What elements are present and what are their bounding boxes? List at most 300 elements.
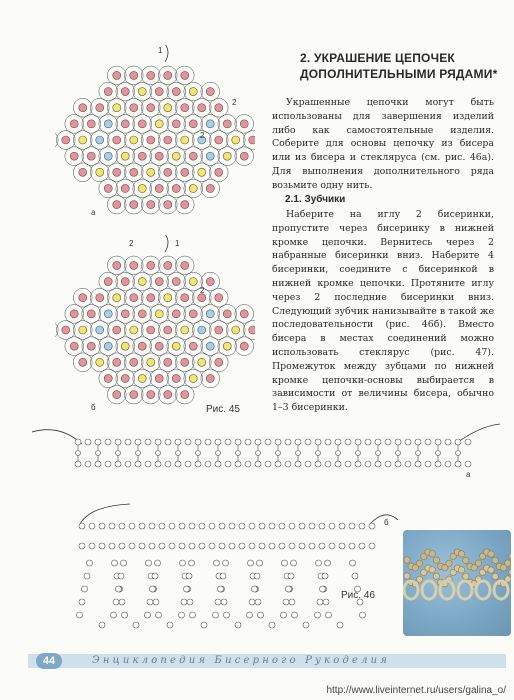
bead: [205, 461, 211, 467]
bead: [181, 71, 189, 79]
bead: [252, 586, 258, 592]
bead: [258, 612, 264, 618]
bead: [316, 451, 321, 456]
bead: [164, 294, 172, 302]
bead: [113, 168, 121, 176]
bead: [295, 461, 301, 467]
bead: [245, 439, 251, 445]
bead: [235, 439, 241, 445]
bead: [115, 461, 121, 467]
bead: [405, 439, 411, 445]
bead: [206, 278, 214, 286]
bead: [299, 523, 305, 529]
bead: [181, 358, 189, 366]
bead: [181, 201, 189, 209]
bead: [164, 104, 172, 112]
thread-marker-2c-b: 2: [200, 286, 205, 295]
bead: [105, 439, 111, 445]
bead: [240, 120, 248, 128]
bead: [349, 543, 355, 549]
bead: [199, 543, 205, 549]
bead: [305, 439, 311, 445]
bead: [369, 523, 375, 529]
bead: [395, 439, 401, 445]
bead: [337, 622, 343, 628]
bead: [181, 261, 189, 269]
fig46-caption: Рис. 46: [341, 590, 375, 601]
bead: [396, 451, 401, 456]
bead: [129, 543, 135, 549]
bead: [87, 342, 95, 350]
figure-45a-diagram: [55, 45, 255, 235]
bead: [269, 523, 275, 529]
bead: [87, 152, 95, 160]
bead: [147, 599, 153, 605]
bead: [99, 543, 105, 549]
bead: [309, 523, 315, 529]
bead: [155, 120, 163, 128]
bead: [138, 184, 146, 192]
bead: [89, 523, 95, 529]
bead: [269, 543, 275, 549]
bead: [189, 560, 195, 566]
bead: [329, 523, 335, 529]
bead: [99, 622, 105, 628]
bead: [352, 573, 358, 579]
bead: [255, 439, 261, 445]
bead: [215, 136, 223, 144]
bead: [249, 523, 255, 529]
bead: [445, 461, 451, 467]
bead: [84, 573, 90, 579]
bead: [145, 439, 151, 445]
bead: [189, 184, 197, 192]
bead: [87, 120, 95, 128]
bead: [209, 523, 215, 529]
bead: [181, 599, 187, 605]
bead: [155, 560, 161, 566]
bead: [147, 294, 155, 302]
bead: [282, 560, 288, 566]
bead: [360, 612, 366, 618]
bead: [113, 201, 121, 209]
bead: [115, 439, 121, 445]
bead: [365, 439, 371, 445]
bead: [296, 451, 301, 456]
fig45-caption: Рис. 45: [206, 404, 240, 415]
bead: [119, 599, 125, 605]
bead: [229, 543, 235, 549]
bead: [165, 439, 171, 445]
bead: [155, 310, 163, 318]
bead: [435, 461, 441, 467]
bead: [121, 374, 129, 382]
bead: [87, 560, 93, 566]
section-title-line1: 2. УКРАШЕНИЕ ЦЕПОЧЕК: [300, 51, 455, 65]
bead: [275, 461, 281, 467]
bead: [190, 612, 196, 618]
figure-46b-fringe: [30, 500, 410, 650]
bead: [159, 523, 165, 529]
bead: [99, 523, 105, 529]
bead: [239, 543, 245, 549]
bead: [184, 586, 190, 592]
bead: [113, 104, 121, 112]
bead: [425, 461, 431, 467]
bead: [70, 342, 78, 350]
bead: [335, 461, 341, 467]
bead: [147, 326, 155, 334]
bead: [180, 560, 186, 566]
bead: [155, 184, 163, 192]
bead: [119, 523, 125, 529]
bead: [185, 461, 191, 467]
fig46a-label: а: [466, 470, 471, 479]
bead: [223, 152, 231, 160]
bead: [229, 523, 235, 529]
bead: [159, 543, 165, 549]
bead: [223, 342, 231, 350]
bead: [79, 294, 87, 302]
bead: [121, 88, 129, 96]
bead: [122, 612, 128, 618]
bead: [75, 439, 81, 445]
bead: [189, 342, 197, 350]
bead: [104, 184, 112, 192]
bead: [265, 461, 271, 467]
bead: [109, 523, 115, 529]
thread-marker-2-b: 2: [129, 239, 134, 248]
bead: [96, 104, 104, 112]
bead: [130, 71, 138, 79]
bead: [455, 461, 461, 467]
bead: [172, 278, 180, 286]
subsection-paragraph: Наберите на иглу 2 бисеринки, пропустите через бисеринку в нижней кромке цепочки. Вернитесь через 2 набранные бисеринки вниз. Наберите 4 бисеринки, соедините с бисеринкой в нижней кромке цепочки. Протяните иглу через 2 последние бисеринки вниз. Следующий зубчик нанизывайте в такой же последовательности (рис. 46б). Вместо бисера в местах соединений можно использовать стеклярус (рис. 47). Промежуток между зубцами по нижней кромке цепочки-основы выбирается в зависимости от величины бисера, обычно 1–3 бисеринки.: [272, 209, 494, 414]
bead: [105, 461, 111, 467]
bead: [326, 612, 332, 618]
bead: [172, 310, 180, 318]
bead: [181, 104, 189, 112]
bead: [136, 451, 141, 456]
bead: [175, 461, 181, 467]
bead: [79, 543, 85, 549]
bead: [155, 374, 163, 382]
bead: [147, 391, 155, 399]
bead: [345, 439, 351, 445]
bead: [147, 201, 155, 209]
bead: [77, 612, 83, 618]
bead: [281, 612, 287, 618]
bead: [121, 120, 129, 128]
bead: [345, 461, 351, 467]
bead: [265, 439, 271, 445]
bead: [130, 326, 138, 334]
thread-marker-2b-a: 2: [200, 131, 205, 140]
bead: [104, 88, 112, 96]
bead: [375, 461, 381, 467]
bead: [111, 612, 117, 618]
bead: [319, 523, 325, 529]
bead: [195, 461, 201, 467]
bead: [249, 326, 255, 334]
bead: [248, 560, 254, 566]
bead: [236, 451, 241, 456]
bead: [206, 342, 214, 350]
bead: [62, 136, 70, 144]
bead: [189, 543, 195, 549]
bead: [215, 439, 221, 445]
bead: [169, 523, 175, 529]
bead: [155, 342, 163, 350]
bead: [172, 120, 180, 128]
bead: [240, 152, 248, 160]
bead: [225, 439, 231, 445]
bead: [130, 261, 138, 269]
bead: [320, 586, 326, 592]
bead: [365, 461, 371, 467]
bead: [255, 599, 261, 605]
thread-marker-2-a: 2: [232, 98, 237, 107]
bead: [189, 310, 197, 318]
bead: [138, 88, 146, 96]
thread-marker-1-a: 1: [158, 46, 163, 55]
bead: [299, 543, 305, 549]
bead: [350, 560, 356, 566]
bead: [279, 523, 285, 529]
bead: [179, 612, 185, 618]
bead: [79, 136, 87, 144]
bead: [196, 451, 201, 456]
figure-46a-chain: [30, 420, 510, 500]
chain-a: [30, 420, 510, 500]
bead: [113, 391, 121, 399]
bead: [79, 326, 87, 334]
bead: [189, 374, 197, 382]
bead: [255, 461, 261, 467]
bead: [121, 184, 129, 192]
bead: [155, 461, 161, 467]
bead: [70, 120, 78, 128]
bead: [172, 88, 180, 96]
bead: [339, 523, 345, 529]
bead: [116, 451, 121, 456]
bead: [218, 586, 224, 592]
bead: [214, 560, 220, 566]
photo-beads: [403, 530, 511, 636]
bead: [113, 358, 121, 366]
bead: [125, 439, 131, 445]
bead: [415, 439, 421, 445]
bead: [303, 622, 309, 628]
bead: [156, 451, 161, 456]
bead: [155, 439, 161, 445]
bead: [385, 461, 391, 467]
bead: [235, 461, 241, 467]
bead: [172, 342, 180, 350]
bead: [147, 358, 155, 366]
bead: [286, 586, 292, 592]
bead: [149, 543, 155, 549]
fig45b-label: б: [91, 403, 96, 412]
bead: [130, 104, 138, 112]
bead: [232, 326, 240, 334]
bead: [96, 358, 104, 366]
bead: [455, 439, 461, 445]
bead: [315, 461, 321, 467]
bead: [215, 294, 223, 302]
bead: [96, 294, 104, 302]
bead: [181, 168, 189, 176]
bead: [206, 120, 214, 128]
bead: [206, 184, 214, 192]
bead: [164, 261, 172, 269]
bead: [435, 439, 441, 445]
bead: [425, 439, 431, 445]
bead: [79, 104, 87, 112]
bead: [257, 560, 263, 566]
bead: [138, 374, 146, 382]
bead: [87, 310, 95, 318]
bead: [415, 461, 421, 467]
bead: [325, 439, 331, 445]
bead: [104, 120, 112, 128]
bead: [175, 439, 181, 445]
bead: [206, 88, 214, 96]
bead: [336, 451, 341, 456]
bead: [169, 543, 175, 549]
figure-45b-diagram: [55, 235, 255, 425]
bead: [289, 543, 295, 549]
bead: [70, 310, 78, 318]
bead-lattice-a: [55, 45, 255, 235]
bead: [172, 374, 180, 382]
bead: [164, 326, 172, 334]
bead: [359, 523, 365, 529]
bead: [125, 461, 131, 467]
bead: [135, 461, 141, 467]
bead: [138, 120, 146, 128]
bead: [206, 152, 214, 160]
bead: [215, 599, 221, 605]
bead: [359, 543, 365, 549]
bead: [155, 278, 163, 286]
bead: [285, 461, 291, 467]
bead: [164, 168, 172, 176]
bead: [215, 358, 223, 366]
fig46b-label: б: [384, 518, 389, 527]
bead: [239, 523, 245, 529]
bead: [198, 326, 206, 334]
bead: [113, 599, 119, 605]
bead: [189, 120, 197, 128]
bead: [209, 543, 215, 549]
bead: [145, 461, 151, 467]
bead: [309, 543, 315, 549]
bead: [216, 451, 221, 456]
bead: [165, 461, 171, 467]
bead: [155, 152, 163, 160]
bead: [215, 168, 223, 176]
bead: [289, 599, 295, 605]
bead: [152, 573, 158, 579]
bead: [176, 451, 181, 456]
bead: [70, 152, 78, 160]
bead: [223, 560, 229, 566]
bead: [121, 342, 129, 350]
bead: [130, 358, 138, 366]
subsection-title: 2.1. Зубчики: [285, 194, 346, 205]
bead: [323, 599, 329, 605]
thread-marker-1-b: 1: [175, 239, 180, 248]
bead: [315, 612, 321, 618]
bead: [319, 543, 325, 549]
bead: [130, 168, 138, 176]
bead: [254, 573, 260, 579]
bead: [82, 586, 88, 592]
bead: [75, 461, 81, 467]
watermark-url: http://www.liveinternet.ru/users/galina_o/: [326, 685, 506, 696]
bead: [436, 451, 441, 456]
bead: [85, 461, 91, 467]
bead: [95, 439, 101, 445]
bead: [121, 310, 129, 318]
bead: [181, 391, 189, 399]
bead: [322, 573, 328, 579]
bead: [96, 168, 104, 176]
bead: [247, 612, 253, 618]
bead: [147, 71, 155, 79]
bead: [221, 599, 227, 605]
bead: [164, 358, 172, 366]
bead: [113, 294, 121, 302]
bead: [232, 136, 240, 144]
bead: [113, 261, 121, 269]
bead: [150, 586, 156, 592]
bead: [292, 612, 298, 618]
bead: [121, 278, 129, 286]
bead: [215, 326, 223, 334]
chain-b-fringe: [30, 500, 410, 650]
bead: [289, 523, 295, 529]
fig45a-label: а: [91, 208, 96, 217]
bead: [96, 451, 101, 456]
bead: [112, 560, 118, 566]
bead: [186, 573, 192, 579]
bead: [79, 358, 87, 366]
bead: [219, 523, 225, 529]
bead: [355, 439, 361, 445]
bead: [198, 168, 206, 176]
bead: [405, 461, 411, 467]
bead: [235, 622, 241, 628]
bead: [179, 543, 185, 549]
bead: [104, 374, 112, 382]
section-title: [300, 50, 500, 82]
bead: [79, 523, 85, 529]
bead: [130, 294, 138, 302]
bead: [138, 152, 146, 160]
bead: [465, 439, 471, 445]
bead: [295, 439, 301, 445]
bead: [104, 342, 112, 350]
bead: [285, 439, 291, 445]
bead: [149, 523, 155, 529]
bead: [164, 201, 172, 209]
bead: [349, 523, 355, 529]
bead: [147, 104, 155, 112]
bead: [189, 152, 197, 160]
bead: [139, 523, 145, 529]
